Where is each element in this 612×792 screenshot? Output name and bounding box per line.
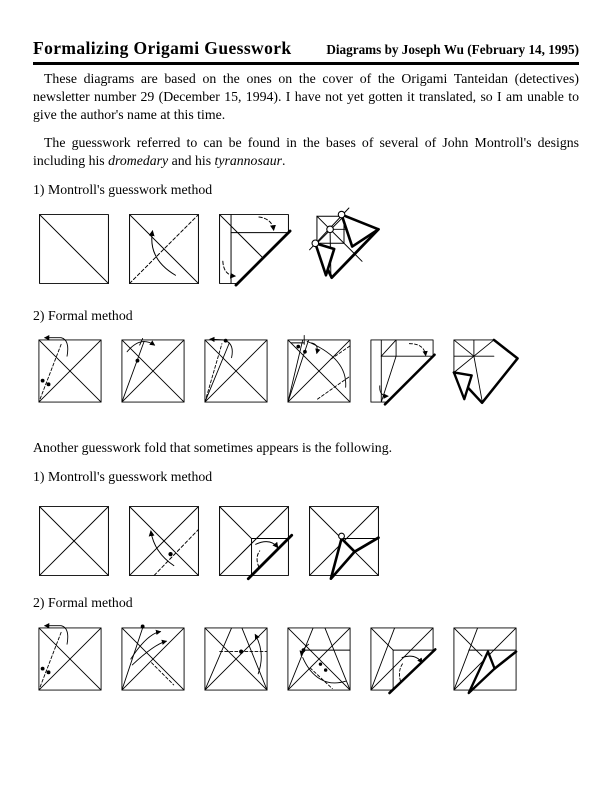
para2-middle: and his xyxy=(168,153,215,168)
origami-diagram-row2-step5 xyxy=(365,334,439,408)
para2-tyrannosaur: tyrannosaur xyxy=(214,153,282,168)
section2-guesswork-heading: 1) Montroll's guesswork method xyxy=(33,469,213,484)
origami-diagram-row1-step3 xyxy=(213,208,295,290)
origami-diagram-row3-step4 xyxy=(303,500,385,582)
note-text: Another guesswork fold that sometimes appears is the following. xyxy=(33,440,393,455)
origami-diagram-row1-step4 xyxy=(303,208,385,290)
section2-formal-heading: 2) Formal method xyxy=(33,595,133,610)
figure-row-4 xyxy=(33,622,522,696)
figure-row-3 xyxy=(33,500,385,582)
origami-diagram-row2-step2 xyxy=(116,334,190,408)
origami-diagram-row2-step3 xyxy=(199,334,273,408)
figure-row-1 xyxy=(33,208,385,290)
origami-diagram-row4-step6 xyxy=(448,622,522,696)
page-title: Formalizing Origami Guesswork xyxy=(33,38,292,58)
origami-diagram-row3-step2 xyxy=(123,500,205,582)
origami-diagram-row2-step1 xyxy=(33,334,107,408)
origami-diagram-row4-step1 xyxy=(33,622,107,696)
para2-suffix: . xyxy=(282,153,286,168)
origami-diagram-row4-step5 xyxy=(365,622,439,696)
origami-diagram-row1-step1 xyxy=(33,208,115,290)
origami-diagram-row2-step6 xyxy=(448,334,522,408)
origami-diagram-row1-step2 xyxy=(123,208,205,290)
origami-diagram-row3-step3 xyxy=(213,500,295,582)
origami-diagram-row4-step2 xyxy=(116,622,190,696)
origami-diagram-row4-step3 xyxy=(199,622,273,696)
header xyxy=(33,38,579,59)
origami-diagram-row2-step4 xyxy=(282,334,356,408)
intro-paragraph-2 xyxy=(33,134,579,170)
figure-row-2 xyxy=(33,334,522,408)
para2-prefix: The guesswork referred to can be found in the bases of several of John Montroll's designs including his xyxy=(33,135,579,168)
header-rule xyxy=(33,62,579,65)
section1-formal-heading: 2) Formal method xyxy=(33,308,133,323)
intro-paragraph-1: These diagrams are based on the ones on the cover of the Origami Tanteidan (detectives) newsletter number 29 (December 15, 1994). I have not yet gotten it translated, so I am unable to give the author's name at this time. xyxy=(33,71,579,122)
section1-guesswork-heading: 1) Montroll's guesswork method xyxy=(33,182,213,197)
para2-dromedary: dromedary xyxy=(108,153,169,168)
origami-diagram-row3-step1 xyxy=(33,500,115,582)
origami-diagram-row4-step4 xyxy=(282,622,356,696)
byline: Diagrams by Joseph Wu (February 14, 1995) xyxy=(326,42,579,57)
